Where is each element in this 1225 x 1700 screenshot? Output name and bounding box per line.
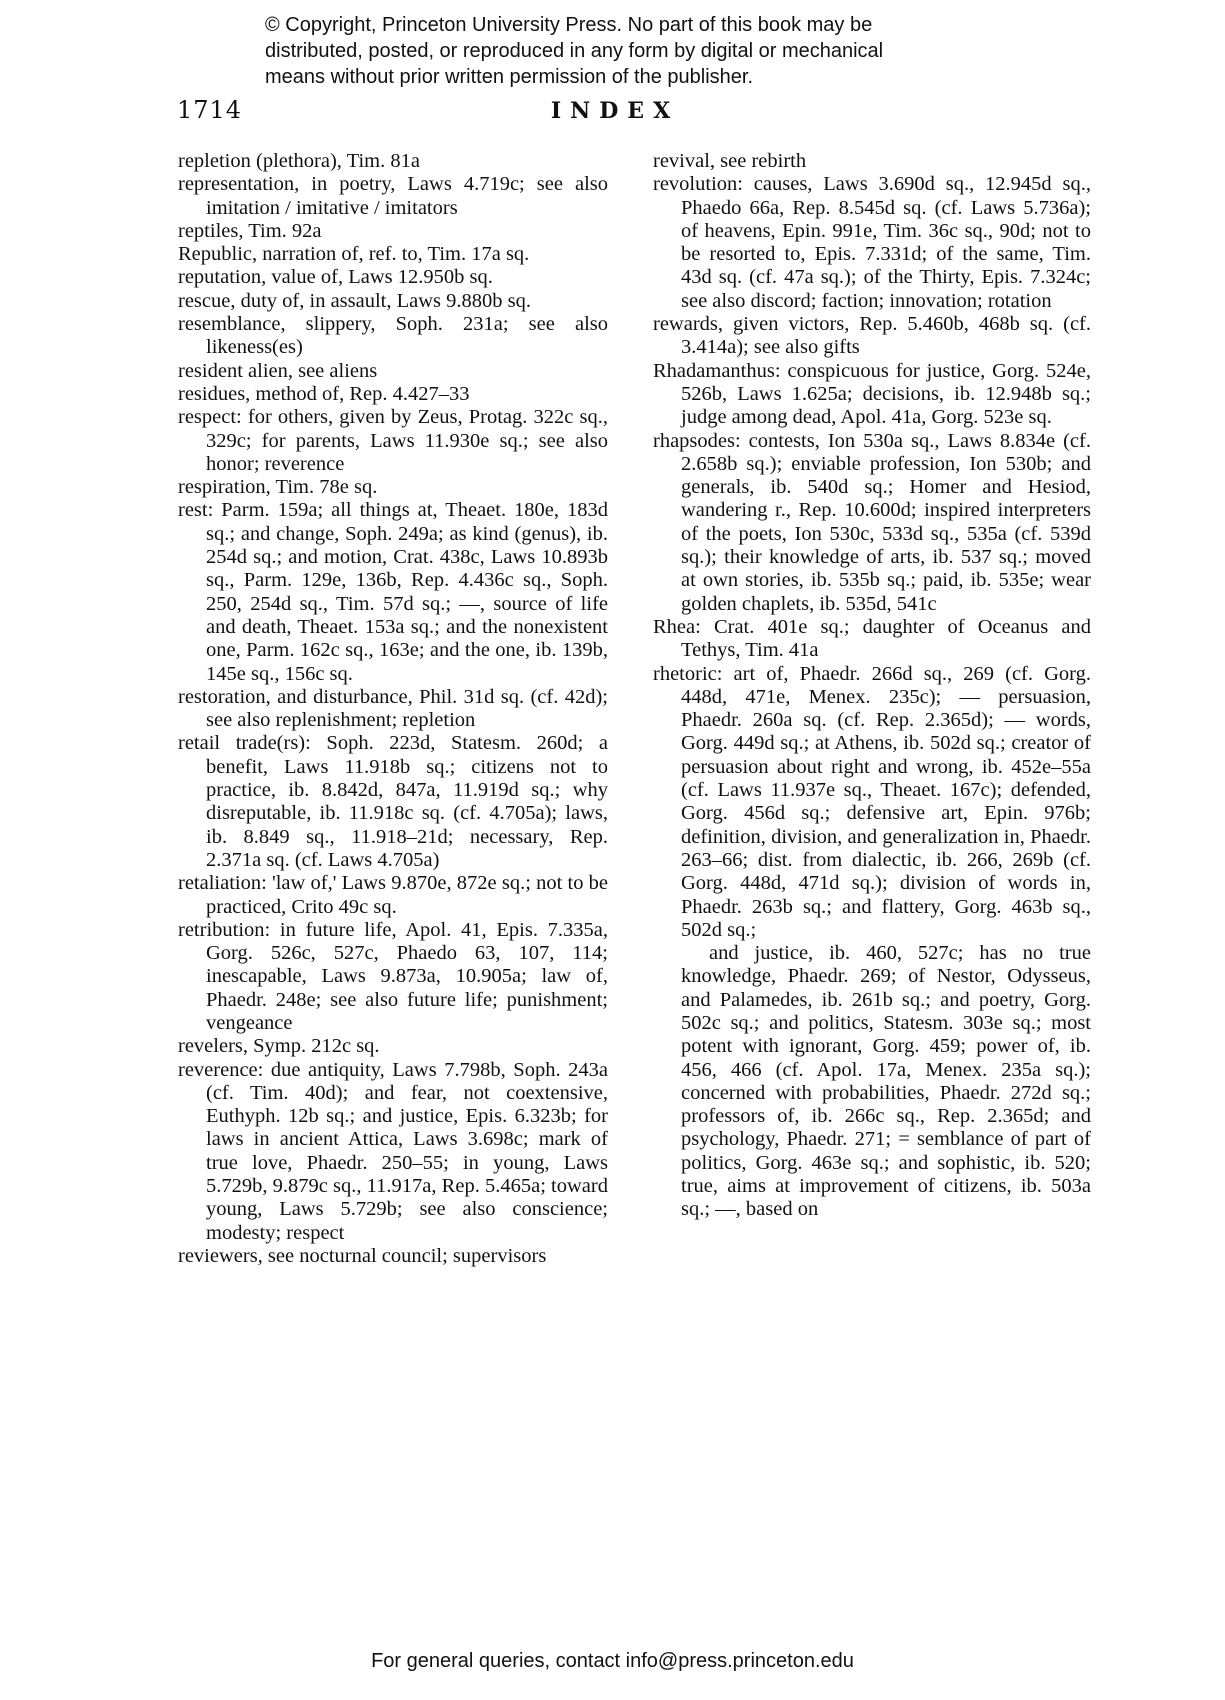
index-entry: Rhea: Crat. 401e sq.; daughter of Oceanus and Tethys, Tim. 41a: [653, 615, 1091, 662]
index-entry: rhetoric: art of, Phaedr. 266d sq., 269 (cf. Gorg. 448d, 471e, Menex. 235c); — persuasion, Phaedr. 260a sq. (cf. Rep. 2.365d); — words, Gorg. 449d sq.; at Athens, ib. 502d sq.; creator of persuasion about right and wrong, ib. 452e–55a (cf. Laws 11.937e sq., Theaet. 167c); defended, Gorg. 456d sq.; defensive art, Epin. 976b; definition, division, and generalization in, Phaedr. 263–66; dist. from dialectic, ib. 266, 269b (cf. Gorg. 448d, 471d sq.); division of words in, Phaedr. 263b sq.; and flattery, Gorg. 463b sq., 502d sq.;: [653, 662, 1091, 941]
index-entry: retail trade(rs): Soph. 223d, Statesm. 260d; a benefit, Laws 11.918b sq.; citizens not to practice, ib. 8.842d, 847a, 11.919d sq.; why disreputable, ib. 11.918c sq. (cf. 4.705a); laws, ib. 8.849 sq., 11.918–21d; necessary, Rep. 2.371a sq. (cf. Laws 4.705a): [178, 732, 608, 871]
index-entry: rescue, duty of, in assault, Laws 9.880b sq.: [178, 289, 531, 312]
index-entry-continuation: and justice, ib. 460, 527c; has no true knowledge, Phaedr. 269; of Nestor, Odysseus, and Palamedes, ib. 261b sq.; and poetry, Gorg. 502c sq.; and politics, Statesm. 303e sq.; most potent with ignorant, Gorg. 459; power of, ib. 456, 466 (cf. Apol. 17a, Menex. 235a sq.); concerned with probabilities, Phaedr. 272d sq.; professors of, ib. 266c sq., Rep. 2.365d; and psychology, Phaedr. 271; = semblance of part of politics, Gorg. 463e sq.; and sophistic, ib. 520; true, aims at improvement of citizens, ib. 503a sq.; —, based on: [681, 942, 1091, 1221]
index-entry: revival, see rebirth: [653, 150, 807, 172]
index-entry: restoration, and disturbance, Phil. 31d sq. (cf. 42d); see also replenishment; repletion: [178, 685, 608, 732]
index-entry: revelers, Symp. 212c sq.: [178, 1035, 380, 1058]
index-entry: reputation, value of, Laws 12.950b sq.: [178, 266, 493, 289]
index-entry: residues, method of, Rep. 4.427–33: [178, 382, 470, 405]
index-entry: retaliation: 'law of,' Laws 9.870e, 872e sq.; not to be practiced, Crito 49c sq.: [178, 872, 608, 918]
index-entry: resident alien, see aliens: [178, 359, 378, 382]
index-entry: respect: for others, given by Zeus, Protag. 322c sq., 329c; for parents, Laws 11.930e sq.; see also honor; reverence: [178, 406, 608, 475]
index-column-left: [178, 150, 608, 1268]
index-entry: respiration, Tim. 78e sq.: [178, 476, 378, 499]
footer-contact: For general queries, contact info@press.princeton.edu: [371, 1650, 854, 1672]
index-entry: rest: Parm. 159a; all things at, Theaet. 180e, 183d sq.; and change, Soph. 249a; as kind (genus), ib. 254d sq.; and motion, Crat. 438c, Laws 10.893b sq., Parm. 129e, 136b, Rep. 4.436c sq., Soph. 250, 254d sq., Tim. 57d sq.; —, source of life and death, Theaet. 153a sq.; and the nonexistent one, Parm. 162c sq., 163e; and the one, ib. 139b, 145e sq., 156c sq.: [178, 499, 608, 685]
page-number: 1714: [177, 96, 243, 124]
copyright-line: © Copyright, Princeton University Press. No part of this book may be: [265, 14, 873, 36]
index-entry: Rhadamanthus: conspicuous for justice, Gorg. 524e, 526b, Laws 1.625a; decisions, ib. 12.948b sq.; judge among dead, Apol. 41a, Gorg. 523e sq.: [653, 359, 1091, 429]
copyright-line: means without prior written permission of the publisher.: [265, 66, 754, 88]
index-entry: revolution: causes, Laws 3.690d sq., 12.945d sq., Phaedo 66a, Rep. 8.545d sq. (cf. Laws 5.736a); of heavens, Epin. 991e, Tim. 36c sq., 90d; not to be resorted to, Epis. 7.331d; of the same, Tim. 43d sq. (cf. 47a sq.); of the Thirty, Epis. 7.324c; see also discord; faction; innovation; rotation: [653, 173, 1091, 312]
index-entry: reptiles, Tim. 92a: [178, 219, 322, 242]
index-entry: retribution: in future life, Apol. 41, Epis. 7.335a, Gorg. 526c, 527c, Phaedo 63, 107, 114; inescapable, Laws 9.873a, 10.905a; law of, Phaedr. 248e; see also future life; punishment; vengeance: [178, 918, 608, 1034]
copyright-line: distributed, posted, or reproduced in any form by digital or mechanical: [265, 40, 884, 62]
copyright-notice: [265, 12, 1025, 90]
page-title: INDEX: [550, 98, 680, 124]
index-entry: reverence: due antiquity, Laws 7.798b, Soph. 243a (cf. Tim. 40d); and fear, not coextensive, Euthyph. 12b sq.; and justice, Epis. 6.323b; for laws in ancient Attica, Laws 3.698c; mark of true love, Phaedr. 250–55; in young, Laws 5.729b, 9.879c sq., 11.917a, Rep. 5.465a; toward young, Laws 5.729b; see also conscience; modesty; respect: [178, 1058, 608, 1244]
index-entry: reviewers, see nocturnal council; supervisors: [178, 1244, 547, 1267]
index-entry: resemblance, slippery, Soph. 231a; see also likeness(es): [178, 313, 608, 359]
index-entry: representation, in poetry, Laws 4.719c; see also imitation / imitative / imitators: [178, 173, 608, 219]
index-entry: repletion (plethora), Tim. 81a: [178, 150, 420, 172]
index-entry: rhapsodes: contests, Ion 530a sq., Laws 8.834e (cf. 2.658b sq.); enviable profession, Ion 530b; and generals, ib. 540d sq.; Homer and Hesiod, wandering r., Rep. 10.600d; inspired interpreters of the poets, Ion 530c, 533d sq., 535a (cf. 539d sq.); their knowledge of arts, ib. 537 sq.; moved at own stories, ib. 535b sq.; paid, ib. 535e; wear golden chaplets, ib. 535d, 541c: [653, 429, 1091, 615]
index-entry: rewards, given victors, Rep. 5.460b, 468b sq. (cf. 3.414a); see also gifts: [653, 313, 1091, 359]
index-column-right: [653, 150, 1091, 1222]
index-entry: Republic, narration of, ref. to, Tim. 17a sq.: [178, 243, 530, 266]
